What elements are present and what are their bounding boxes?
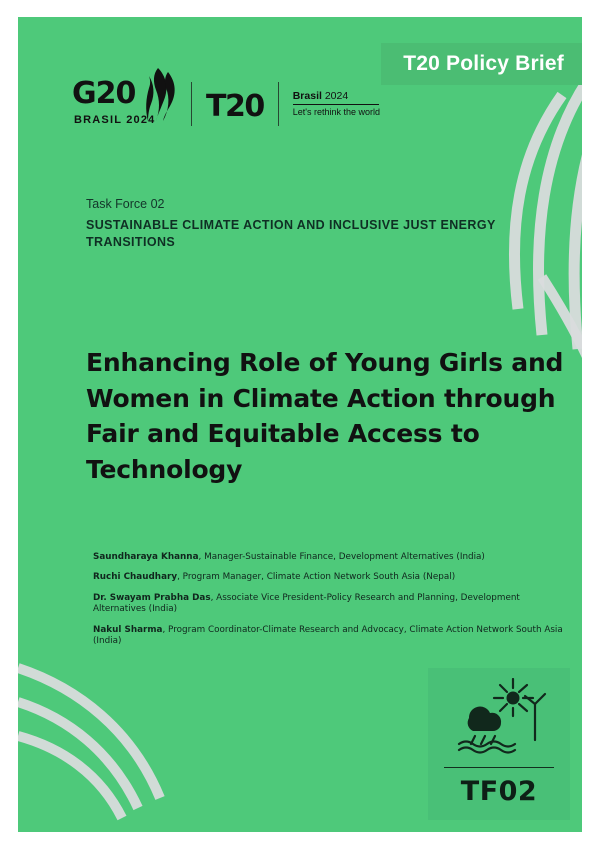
g20-logo-text: G20 [72, 76, 136, 111]
g20-logo-subtitle: BRASIL 2024 [74, 114, 156, 126]
author-name: Nakul Sharma [93, 624, 163, 635]
badge-icon-wrap [428, 676, 570, 756]
brasil-tagline: Let's rethink the world [292, 107, 380, 118]
author-affiliation: , Program Coordinator-Climate Research and Advocacy, Climate Action Network South Asia (India) [93, 624, 563, 647]
cover-panel [18, 17, 582, 832]
author-affiliation: , Associate Vice President-Policy Research and Planning, Development Alternatives (India) [93, 592, 520, 615]
author-affiliation: , Manager-Sustainable Finance, Development Alternatives (India) [198, 552, 485, 562]
g20-logo [72, 70, 177, 138]
task-force-number: Task Force 02 [86, 197, 165, 211]
page-title: Enhancing Role of Young Girls and Women in Climate Action through Fair and Equitable Access to Technology [86, 348, 564, 484]
logo-row [72, 70, 380, 138]
author-name: Dr. Swayam Prabha Das [93, 592, 211, 603]
task-force-badge [428, 668, 570, 820]
task-force-code: TF02 [460, 776, 538, 807]
author-affiliation: , Program Manager, Climate Action Network South Asia (Nepal) [177, 572, 456, 583]
brasil-label: Brasil [292, 90, 322, 103]
swoosh-decoration-bottom-left [18, 632, 198, 822]
author-name: Ruchi Chaudhary [93, 572, 178, 583]
author-entry [93, 572, 573, 583]
author-entry [93, 593, 573, 616]
t20-logo-text: T20 [206, 88, 264, 124]
author-entry [93, 552, 573, 563]
logo-divider-2 [278, 82, 279, 126]
author-name: Saundharaya Khanna [93, 552, 199, 562]
brasil-brand-block [293, 90, 380, 117]
climate-rain-sun-icon [451, 678, 547, 754]
task-force-title: SUSTAINABLE CLIMATE ACTION AND INCLUSIVE JUST ENERGY TRANSITIONS [86, 218, 496, 249]
author-entry [93, 625, 573, 648]
logo-divider [191, 82, 192, 126]
badge-divider [444, 767, 554, 768]
policy-brief-ribbon: T20 Policy Brief [381, 43, 582, 85]
author-list [93, 552, 573, 657]
brasil-rule [293, 104, 379, 105]
brasil-year: 2024 [324, 90, 349, 103]
